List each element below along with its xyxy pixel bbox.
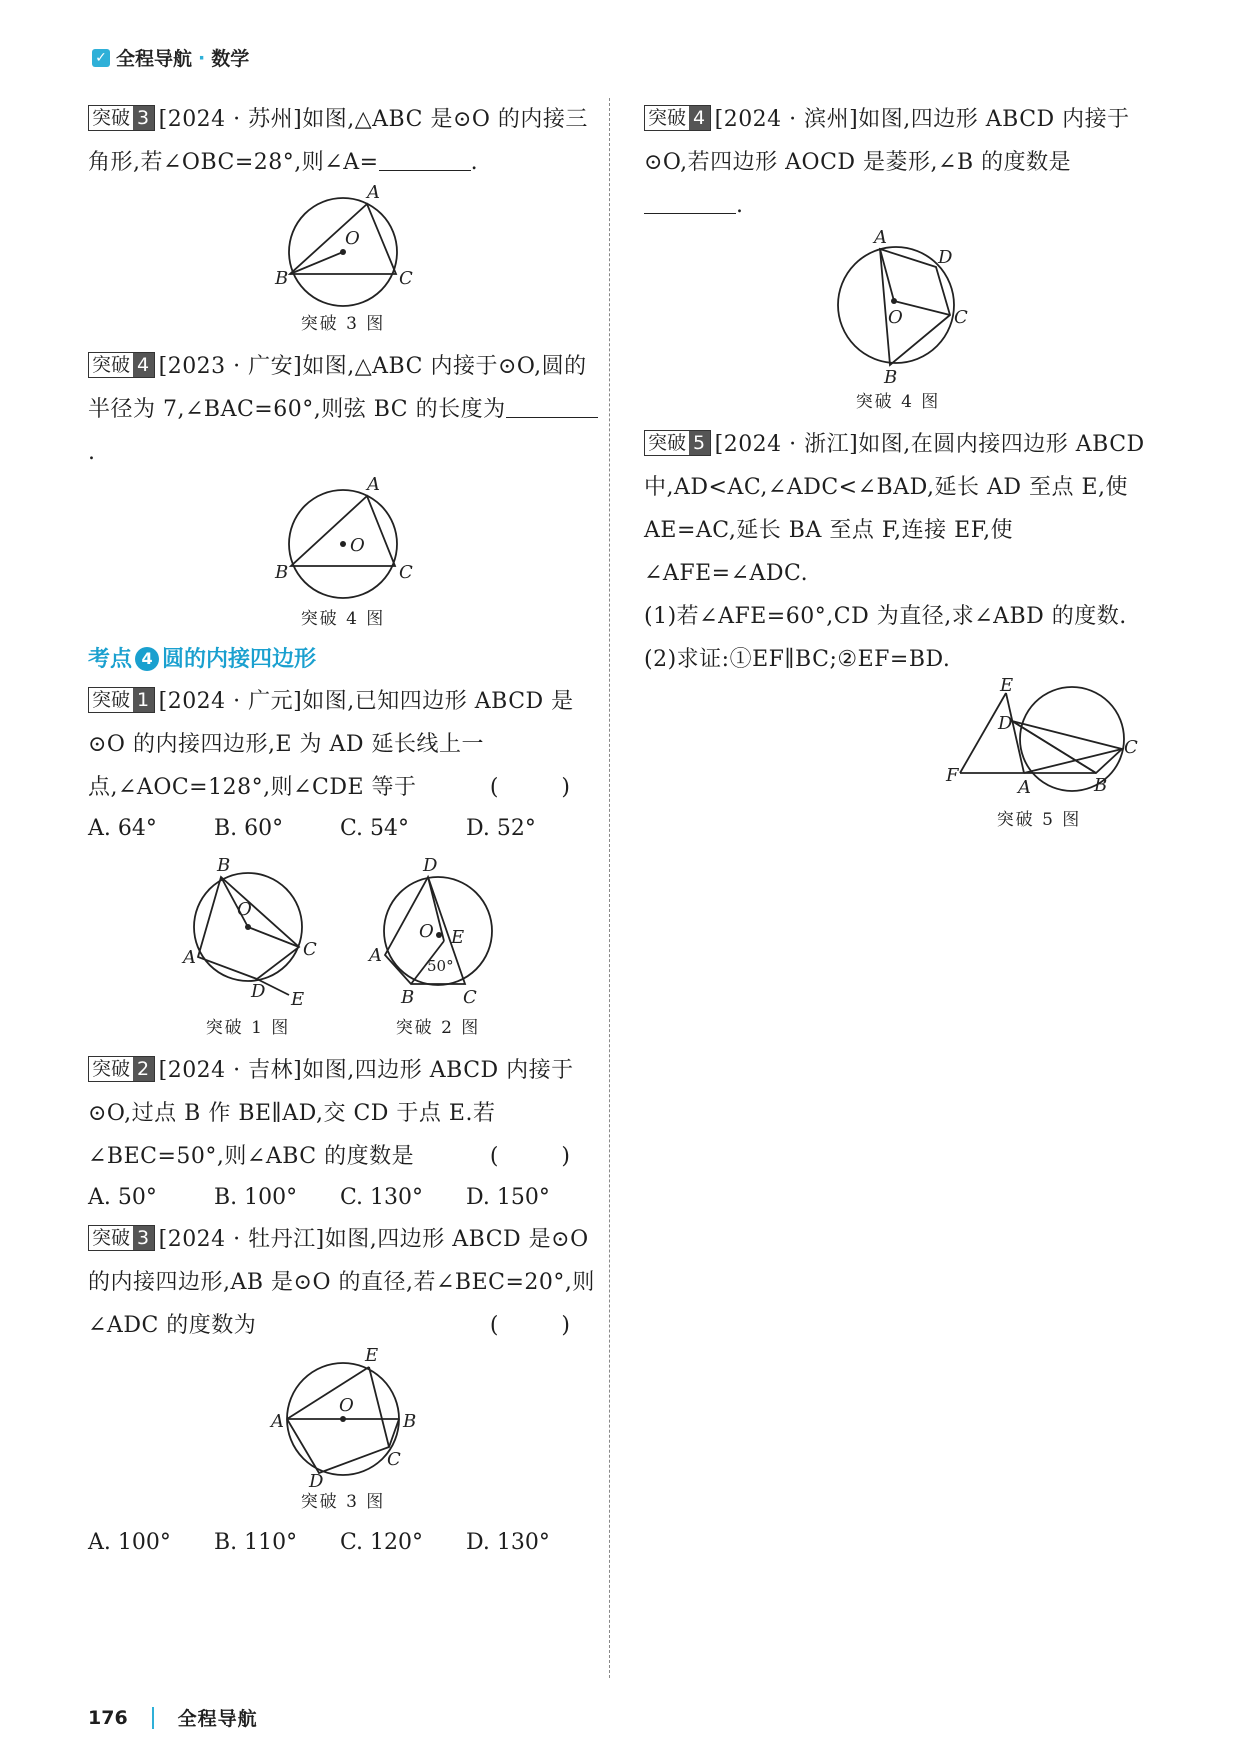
figure-caption: 突破 3 图 (300, 314, 386, 334)
figure-rhombus-4 (818, 227, 978, 387)
svg-text:B: B (401, 987, 415, 1008)
answer-parentheses[interactable]: ( ) (489, 775, 598, 800)
option-b[interactable]: B. 60° (214, 816, 284, 841)
answer-blank[interactable] (644, 191, 736, 214)
question-part-2: (2)求证:①EF∥BC;②EF=BD. (644, 647, 951, 672)
svg-text:C: C (399, 562, 413, 583)
figure-block-5 (644, 675, 1152, 833)
svg-text:A: A (367, 474, 380, 495)
figure-row-1-2 (88, 855, 598, 1049)
figure-caption: 突破 5 图 (996, 810, 1082, 830)
svg-text:O: O (339, 1395, 354, 1416)
svg-text:50°: 50° (427, 957, 454, 975)
page-footer (88, 1704, 258, 1731)
figure-caption: 突破 4 图 (300, 609, 386, 629)
question-text: 如图,△ABC 内接于⊙O,圆的半径为 7,∠BAC=60°,则弦 BC 的长度为 (88, 354, 587, 422)
footer-title: 全程导航 (177, 1708, 258, 1730)
figure-caption: 突破 3 图 (300, 1492, 386, 1512)
svg-text:O: O (237, 899, 252, 920)
figure-quadrilateral-1 (173, 855, 323, 1010)
breakthrough-tag: 突破 3 (88, 105, 155, 131)
option-c[interactable]: C. 120° (340, 1530, 424, 1555)
option-c[interactable]: C. 130° (340, 1185, 424, 1210)
option-d[interactable]: D. 52° (466, 816, 536, 841)
question-left-2 (88, 1049, 598, 1178)
question-left-1 (88, 680, 598, 809)
page-header (92, 44, 249, 71)
svg-text:C: C (463, 987, 477, 1008)
svg-text:A: A (367, 182, 380, 203)
options-q3b (88, 1523, 598, 1563)
svg-text:C: C (1124, 737, 1138, 758)
answer-blank[interactable] (506, 395, 598, 418)
svg-text:F: F (946, 765, 959, 786)
svg-text:D: D (998, 713, 1013, 734)
question-source: [2024 · 吉林] (158, 1058, 303, 1083)
page-number: 176 (88, 1706, 128, 1729)
figure-triangle-inscribed-3 (263, 184, 423, 309)
option-a[interactable]: A. 100° (88, 1530, 171, 1555)
svg-text:E: E (365, 1345, 379, 1366)
svg-text:C: C (387, 1449, 401, 1470)
breakthrough-tag: 突破 1 (88, 687, 155, 713)
svg-text:D: D (938, 247, 953, 268)
question-text: 如图,四边形 ABCD 内接于⊙O,若四边形 AOCD 是菱形,∠B 的度数是 (644, 107, 1130, 175)
svg-text:B: B (275, 268, 289, 289)
question-left-3b (88, 1218, 598, 1347)
svg-text:O: O (888, 307, 903, 328)
question-left-3a: 突破 3 [2024 · 苏州]如图,△ABC 是⊙O 的内接三角形,若∠OBC=28°,则∠A= . (88, 107, 588, 175)
svg-text:D: D (251, 981, 266, 1002)
breakthrough-tag: 突破 2 (88, 1056, 155, 1082)
question-right-5 (644, 423, 1152, 595)
figure-caption: 突破 4 图 (855, 392, 941, 412)
figure-caption: 突破 2 图 (395, 1018, 481, 1038)
figure-quadrilateral-2 (363, 855, 513, 1009)
question-source: [2024 · 广元] (158, 689, 303, 714)
answer-parentheses[interactable]: ( ) (489, 1144, 598, 1169)
svg-text:B: B (884, 367, 898, 388)
checkbox-icon: ✓ (92, 49, 110, 67)
svg-text:E: E (1000, 675, 1014, 696)
svg-text:E: E (451, 927, 465, 948)
footer-divider (152, 1707, 154, 1729)
left-column (88, 98, 598, 1563)
breakthrough-tag: 突破 5 (644, 430, 711, 456)
question-source: [2024 · 浙江] (714, 432, 859, 457)
svg-text:B: B (403, 1411, 417, 1432)
svg-text:A: A (183, 947, 196, 968)
svg-text:A: A (1018, 777, 1031, 798)
figure-block-1 (173, 855, 323, 1049)
right-column (644, 98, 1152, 841)
svg-text:A: A (874, 227, 887, 248)
option-d[interactable]: D. 130° (466, 1530, 550, 1555)
question-right-4b: 突破 4 [2024 · 滨州]如图,四边形 ABCD 内接于⊙O,若四边形 AOCD 是菱形,∠B 的度数是 . (644, 107, 1130, 218)
svg-text:B: B (1094, 775, 1108, 796)
header-separator-dot: · (198, 46, 206, 69)
header-subject: 数学 (211, 48, 250, 70)
option-b[interactable]: B. 110° (214, 1530, 298, 1555)
question-source: [2024 · 牡丹江] (158, 1227, 325, 1252)
answer-parentheses[interactable]: ( ) (489, 1313, 598, 1338)
question-text: 如图,已知四边形 ABCD 是⊙O 的内接四边形,E 为 AD 延长线上一点,∠AOC=128°,则∠CDE 等于 (88, 689, 574, 800)
answer-blank[interactable] (379, 148, 471, 171)
svg-text:C: C (303, 939, 317, 960)
breakthrough-tag: 突破 4 (644, 105, 711, 131)
question-text: 如图,△ABC 是⊙O 的内接三角形,若∠OBC=28°,则∠A= (88, 107, 588, 175)
option-b[interactable]: B. 100° (214, 1185, 298, 1210)
figure-block-2 (363, 855, 513, 1049)
column-divider (609, 98, 610, 1678)
question-source: [2023 · 广安] (158, 354, 303, 379)
svg-text:C: C (954, 307, 968, 328)
svg-text:B: B (217, 855, 231, 876)
svg-text:E: E (291, 989, 305, 1010)
svg-text:A: A (271, 1411, 284, 1432)
breakthrough-tag: 突破 4 (88, 352, 155, 378)
svg-text:O: O (350, 535, 365, 556)
question-part-1: (1)若∠AFE=60°,CD 为直径,求∠ABD 的度数. (644, 604, 1127, 629)
figure-diameter-3 (263, 1345, 423, 1492)
option-c[interactable]: C. 54° (340, 816, 410, 841)
svg-text:O: O (419, 921, 434, 942)
figure-triangle-inscribed-4 (263, 474, 423, 604)
question-text: 如图,在圆内接四边形 ABCD 中,AD<AC,∠ADC<∠BAD,延长 AD 至点 E,使 AE=AC,延长 BA 至点 F,连接 EF,使∠AFE=∠ADC. (644, 432, 1145, 586)
svg-text:D: D (309, 1471, 324, 1492)
figure-quadrilateral-5 (944, 675, 1138, 801)
svg-text:A: A (369, 945, 382, 966)
options-q2 (88, 1178, 598, 1218)
svg-text:D: D (423, 855, 438, 876)
breakthrough-tag: 突破 3 (88, 1225, 155, 1251)
section-heading: 考点 4 圆的内接四边形 (88, 647, 317, 672)
svg-text:C: C (399, 268, 413, 289)
question-source: [2024 · 滨州] (714, 107, 859, 132)
question-text: 如图,四边形 ABCD 内接于⊙O,过点 B 作 BE∥AD,交 CD 于点 E.若∠BEC=50°,则∠ABC 的度数是 (88, 1058, 574, 1169)
svg-text:B: B (275, 562, 289, 583)
option-a[interactable]: A. 50° (88, 1185, 157, 1210)
question-source: [2024 · 苏州] (158, 107, 303, 132)
figure-caption: 突破 1 图 (205, 1018, 291, 1038)
header-title: 全程导航 (116, 48, 193, 70)
question-left-4a: 突破 4 [2023 · 广安]如图,△ABC 内接于⊙O,圆的半径为 7,∠BAC=60°,则弦 BC 的长度为. (88, 345, 598, 474)
option-a[interactable]: A. 64° (88, 816, 157, 841)
options-q1 (88, 809, 598, 849)
svg-text:O: O (345, 228, 360, 249)
question-text: 如图,四边形 ABCD 是⊙O 的内接四边形,AB 是⊙O 的直径,若∠BEC=20°,则∠ADC 的度数为 (88, 1227, 595, 1338)
option-d[interactable]: D. 150° (466, 1185, 550, 1210)
